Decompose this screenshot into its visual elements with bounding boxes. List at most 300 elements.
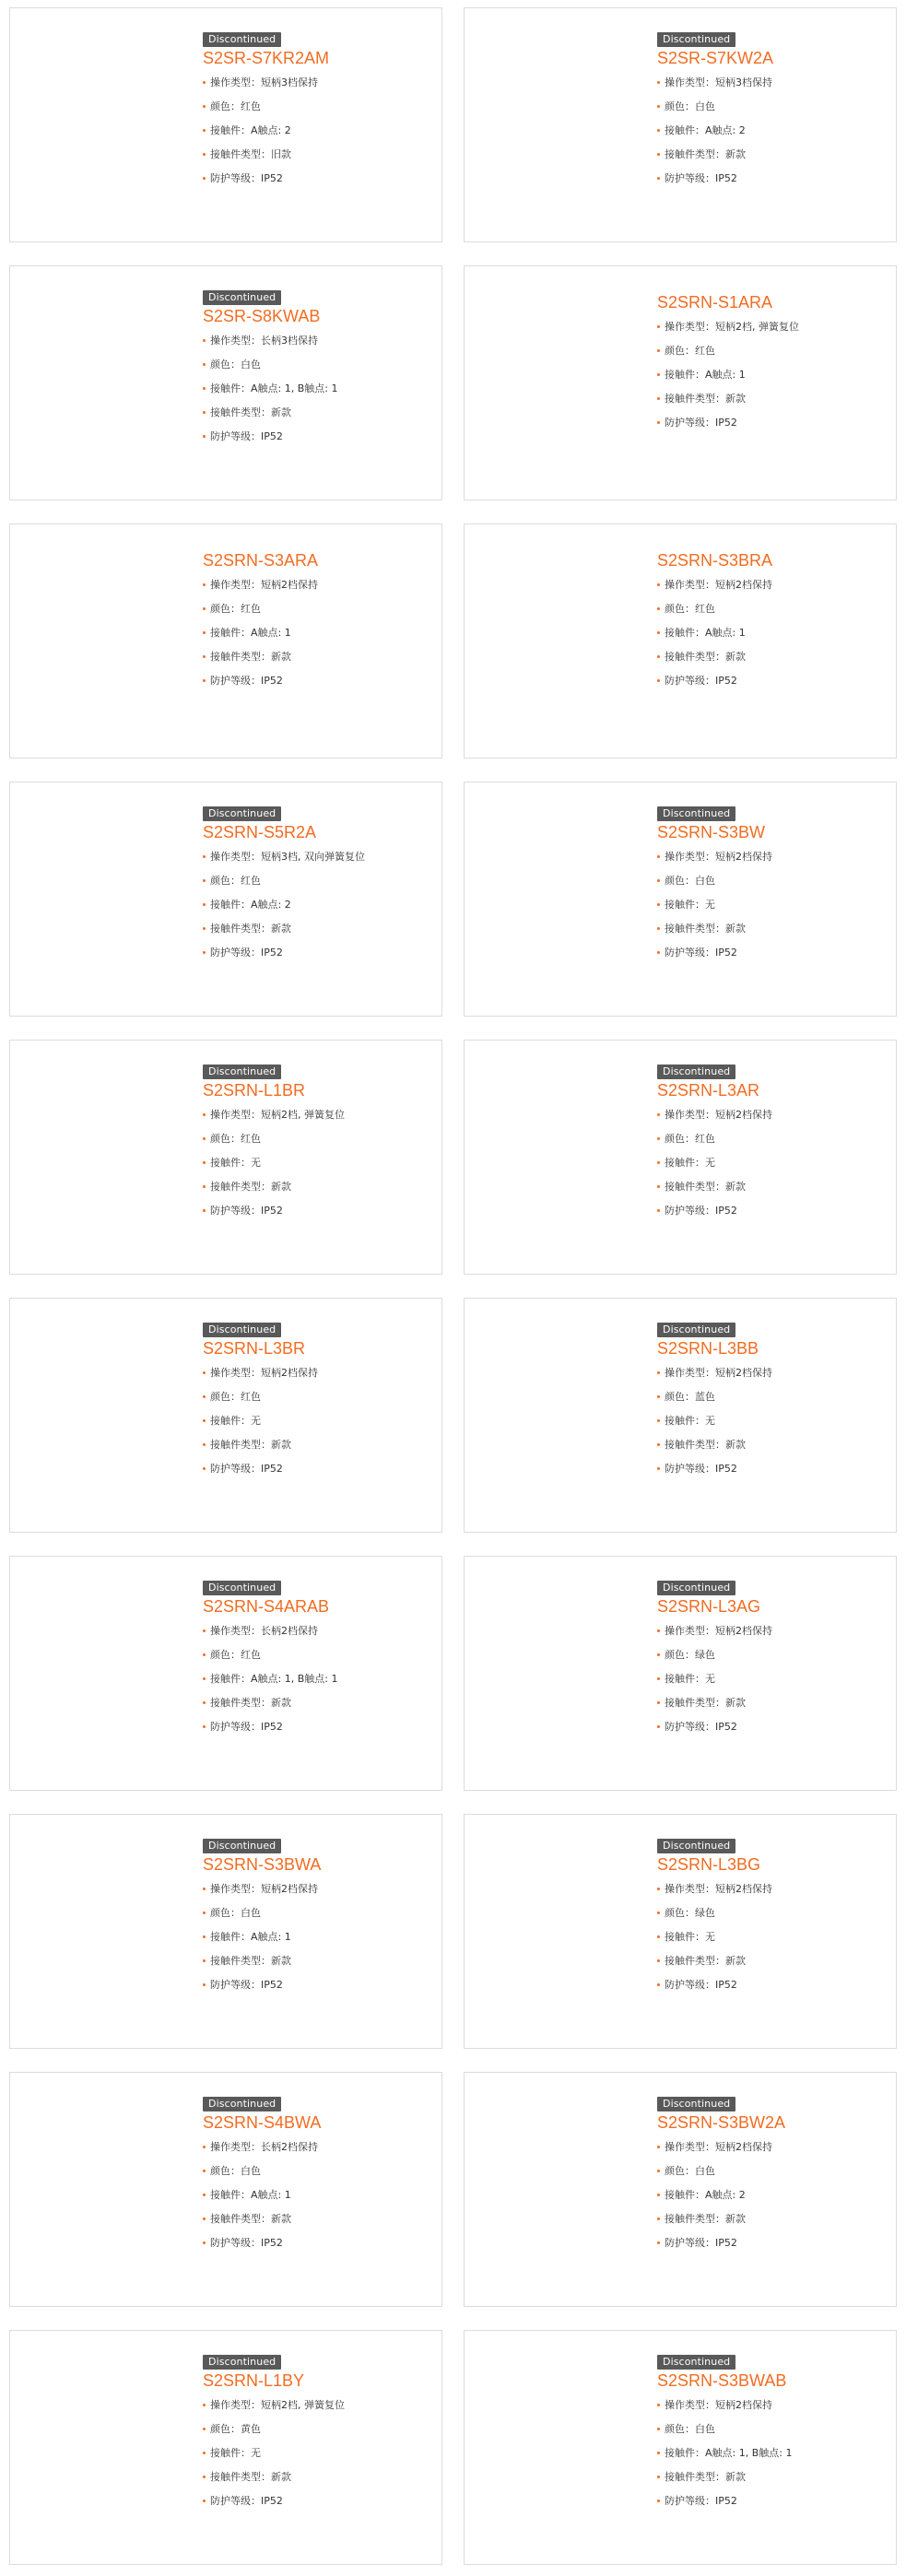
product-card[interactable] (464, 7, 897, 242)
spec-value: 短柄2档保持 (261, 1883, 318, 1895)
spec-item-op (203, 2135, 441, 2159)
bullet-icon (203, 583, 206, 586)
spec-value: IP52 (715, 2495, 737, 2507)
discontinued-badge: Discontinued (203, 806, 281, 821)
bullet-icon (657, 679, 660, 682)
spec-item-contact-type (657, 645, 896, 669)
spec-item-color (203, 1901, 441, 1925)
spec-item-contact-type (657, 1175, 896, 1199)
spec-label: 颜色： (665, 1907, 695, 1919)
product-model-link[interactable]: S2SRN-L3AG (657, 1597, 761, 1616)
bullet-icon (203, 2452, 206, 2454)
bullet-icon (657, 1888, 660, 1890)
spec-label: 接触件类型： (210, 2213, 271, 2225)
spec-value: 红色 (695, 603, 715, 615)
bullet-icon (657, 903, 660, 906)
spec-item-ip (203, 167, 441, 191)
spec-value: 短柄2档保持 (261, 1367, 318, 1379)
spec-value: 绿色 (695, 1649, 715, 1661)
spec-value: 新款 (271, 1181, 291, 1193)
spec-label: 操作类型： (665, 1109, 715, 1121)
product-model-link[interactable]: S2SRN-S3BWA (203, 1855, 322, 1874)
product-card[interactable] (464, 1040, 897, 1275)
spec-value: 红色 (241, 1391, 261, 1403)
spec-label: 颜色： (665, 100, 695, 112)
product-card[interactable] (9, 2072, 442, 2307)
bullet-icon (203, 1959, 206, 1962)
spec-item-contact (203, 2441, 441, 2465)
spec-value: 新款 (725, 651, 746, 663)
spec-item-contact (657, 1667, 896, 1691)
spec-value: 无 (705, 1931, 715, 1943)
spec-value: 短柄2档, 弹簧复位 (261, 2399, 345, 2411)
spec-label: 接触件类型： (665, 393, 725, 405)
product-model-link[interactable]: S2SRN-L3BR (203, 1339, 306, 1358)
spec-item-contact (203, 119, 441, 143)
spec-label: 操作类型： (210, 579, 261, 591)
spec-value: 绿色 (695, 1907, 715, 1919)
spec-value: A触点: 1 (705, 369, 746, 381)
bullet-icon (203, 1137, 206, 1140)
spec-label: 颜色： (665, 1391, 695, 1403)
product-card[interactable] (464, 2330, 897, 2565)
spec-item-contact (657, 363, 896, 387)
spec-item-op (657, 1103, 896, 1127)
spec-value: 红色 (241, 603, 261, 615)
product-model-link[interactable]: S2SRN-S3BWAB (657, 2371, 787, 2390)
spec-label: 接触件： (210, 899, 251, 911)
spec-value: IP52 (715, 1205, 737, 1217)
spec-value: 无 (705, 1415, 715, 1427)
spec-value: A触点: 1, B触点: 1 (251, 382, 338, 394)
product-model-link[interactable]: S2SRN-S4BWA (203, 2113, 322, 2132)
bullet-icon (657, 2146, 660, 2148)
spec-label: 接触件： (210, 382, 251, 394)
product-model-link[interactable]: S2SRN-S1ARA (657, 293, 773, 312)
spec-value: A触点: 2 (705, 124, 746, 136)
spec-list (203, 329, 441, 449)
spec-item-contact (657, 621, 896, 645)
spec-label: 防护等级： (665, 172, 715, 184)
bullet-icon (657, 349, 660, 352)
spec-label: 接触件类型： (210, 923, 271, 935)
product-model-link[interactable]: S2SRN-L3BB (657, 1339, 759, 1358)
spec-value: A触点: 1 (705, 627, 746, 639)
spec-value: A触点: 1, B触点: 1 (705, 2447, 793, 2459)
spec-label: 接触件： (665, 2447, 705, 2459)
spec-item-op (657, 2394, 896, 2417)
discontinued-badge: Discontinued (657, 32, 735, 47)
bullet-icon (203, 177, 206, 180)
bullet-icon (657, 1701, 660, 1704)
spec-value: 新款 (725, 393, 746, 405)
spec-value: A触点: 2 (251, 124, 291, 136)
spec-value: IP52 (261, 1979, 283, 1991)
spec-item-contact-type (203, 143, 441, 167)
spec-item-op (203, 1877, 441, 1901)
bullet-icon (203, 1209, 206, 1212)
spec-label: 操作类型： (210, 851, 261, 863)
spec-item-contact (203, 377, 441, 401)
product-model-link[interactable]: S2SRN-L1BR (203, 1081, 306, 1100)
bullet-icon (657, 421, 660, 424)
spec-label: 防护等级： (665, 2495, 715, 2507)
bullet-icon (203, 81, 206, 84)
bullet-icon (203, 1371, 206, 1374)
product-card[interactable] (464, 782, 897, 1017)
product-card[interactable] (464, 1556, 897, 1791)
spec-item-op (203, 573, 441, 597)
spec-label: 颜色： (210, 100, 241, 112)
spec-item-contact-type (203, 2465, 441, 2489)
spec-label: 操作类型： (665, 579, 715, 591)
spec-item-ip (203, 1457, 441, 1481)
spec-value: IP52 (715, 675, 737, 687)
product-model-link[interactable]: S2SRN-L3AR (657, 1081, 760, 1100)
bullet-icon (203, 607, 206, 610)
spec-value: A触点: 1, B触点: 1 (251, 1673, 338, 1685)
spec-list (203, 845, 441, 965)
product-card[interactable] (9, 1814, 442, 2049)
bullet-icon (657, 951, 660, 954)
bullet-icon (657, 855, 660, 858)
spec-value: 短柄2档保持 (715, 1367, 772, 1379)
bullet-icon (657, 81, 660, 84)
bullet-icon (203, 105, 206, 108)
bullet-icon (657, 177, 660, 180)
spec-list (657, 2135, 896, 2255)
spec-value: 长柄2档保持 (261, 2141, 318, 2153)
spec-item-op (657, 573, 896, 597)
bullet-icon (203, 1677, 206, 1680)
bullet-icon (657, 129, 660, 132)
product-card[interactable] (9, 2330, 442, 2565)
bullet-icon (657, 583, 660, 586)
bullet-icon (657, 1161, 660, 1164)
product-card[interactable] (464, 1298, 897, 1533)
bullet-icon (657, 655, 660, 658)
bullet-icon (657, 1209, 660, 1212)
spec-label: 颜色： (665, 345, 695, 357)
spec-value: IP52 (261, 1721, 283, 1733)
spec-label: 颜色： (665, 1133, 695, 1145)
spec-value: 红色 (241, 1133, 261, 1145)
spec-value: 白色 (695, 875, 715, 887)
spec-value: 红色 (241, 1649, 261, 1661)
discontinued-badge: Discontinued (657, 2097, 735, 2111)
spec-label: 颜色： (210, 1907, 241, 1919)
spec-label: 颜色： (210, 1133, 241, 1145)
spec-item-ip (657, 1973, 896, 1997)
spec-item-contact (657, 1409, 896, 1433)
spec-item-ip (203, 669, 441, 693)
bullet-icon (203, 2194, 206, 2196)
spec-value: 白色 (241, 1907, 261, 1919)
product-model-link[interactable]: S2SRN-S4ARAB (203, 1597, 330, 1616)
spec-value: A触点: 1 (251, 2189, 291, 2201)
spec-value: IP52 (261, 2495, 283, 2507)
product-model-link[interactable]: S2SRN-L1BY (203, 2371, 305, 2390)
spec-value: 短柄3档保持 (715, 76, 772, 88)
product-model-link[interactable]: S2SR-S8KWAB (203, 307, 321, 325)
spec-item-contact (203, 621, 441, 645)
spec-value: IP52 (261, 1205, 283, 1217)
spec-list (657, 573, 896, 693)
product-card[interactable] (464, 2072, 897, 2307)
spec-value: 新款 (725, 1439, 746, 1451)
spec-label: 操作类型： (665, 321, 715, 333)
spec-value: 短柄2档保持 (715, 579, 772, 591)
spec-label: 操作类型： (210, 1625, 261, 1637)
product-model-link[interactable]: S2SRN-L3BG (657, 1855, 761, 1874)
product-card[interactable] (464, 1814, 897, 2049)
bullet-icon (203, 631, 206, 634)
spec-value: IP52 (261, 2237, 283, 2249)
spec-item-ip (657, 1199, 896, 1223)
spec-label: 接触件： (665, 369, 705, 381)
bullet-icon (203, 2404, 206, 2406)
spec-item-ip (203, 941, 441, 965)
spec-label: 接触件： (210, 124, 251, 136)
spec-label: 接触件： (210, 2189, 251, 2201)
spec-label: 接触件类型： (210, 1697, 271, 1709)
spec-item-contact-type (203, 1949, 441, 1973)
spec-item-color (203, 95, 441, 119)
bullet-icon (203, 927, 206, 930)
bullet-icon (657, 927, 660, 930)
spec-value: 短柄2档, 弹簧复位 (715, 321, 799, 333)
spec-list (657, 1877, 896, 1997)
spec-list (657, 1103, 896, 1223)
spec-value: 红色 (241, 100, 261, 112)
bullet-icon (203, 1911, 206, 1914)
spec-item-color (203, 2417, 441, 2441)
spec-value: A触点: 2 (251, 899, 291, 911)
bullet-icon (203, 363, 206, 366)
discontinued-badge: Discontinued (657, 1323, 735, 1337)
bullet-icon (203, 2146, 206, 2148)
spec-value: IP52 (715, 1463, 737, 1475)
product-card[interactable] (464, 265, 897, 500)
spec-item-op (203, 845, 441, 869)
spec-item-contact-type (203, 1175, 441, 1199)
spec-label: 接触件类型： (665, 2471, 725, 2483)
spec-item-op (657, 1619, 896, 1643)
spec-item-ip (657, 2489, 896, 2513)
spec-label: 接触件类型： (665, 923, 725, 935)
bullet-icon (657, 1137, 660, 1140)
bullet-icon (657, 1419, 660, 1422)
spec-label: 接触件： (665, 899, 705, 911)
spec-item-op (657, 1361, 896, 1385)
spec-value: 新款 (271, 406, 291, 418)
bullet-icon (657, 105, 660, 108)
spec-value: 短柄3档保持 (261, 76, 318, 88)
bullet-icon (203, 129, 206, 132)
bullet-icon (203, 339, 206, 342)
spec-item-op (657, 2135, 896, 2159)
spec-item-contact (657, 1151, 896, 1175)
spec-label: 防护等级： (210, 1463, 261, 1475)
spec-label: 接触件： (210, 2447, 251, 2459)
spec-item-op (203, 2394, 441, 2417)
spec-value: 白色 (695, 100, 715, 112)
spec-label: 操作类型： (665, 1367, 715, 1379)
spec-item-ip (203, 1973, 441, 1997)
spec-item-color (203, 869, 441, 893)
spec-label: 接触件： (210, 1673, 251, 1685)
bullet-icon (657, 1983, 660, 1986)
spec-item-ip (657, 167, 896, 191)
spec-item-contact-type (203, 2207, 441, 2231)
bullet-icon (203, 655, 206, 658)
spec-item-op (203, 1103, 441, 1127)
spec-item-op (657, 315, 896, 339)
spec-label: 颜色： (210, 1649, 241, 1661)
spec-value: IP52 (261, 947, 283, 959)
product-model-link[interactable]: S2SRN-S3ARA (203, 551, 319, 570)
spec-label: 接触件类型： (210, 1955, 271, 1967)
bullet-icon (657, 1725, 660, 1728)
spec-value: 新款 (271, 2471, 291, 2483)
bullet-icon (657, 2476, 660, 2478)
product-card[interactable] (9, 523, 442, 759)
spec-value: 短柄2档保持 (715, 2399, 772, 2411)
bullet-icon (657, 2500, 660, 2502)
discontinued-badge: Discontinued (203, 32, 281, 47)
spec-label: 接触件类型： (665, 1697, 725, 1709)
spec-label: 操作类型： (665, 1625, 715, 1637)
bullet-icon (203, 2476, 206, 2478)
spec-item-color (203, 353, 441, 377)
bullet-icon (657, 1467, 660, 1470)
spec-item-color (657, 95, 896, 119)
spec-value: 红色 (695, 1133, 715, 1145)
spec-label: 颜色： (665, 2423, 695, 2435)
spec-label: 接触件类型： (210, 1181, 271, 1193)
spec-item-ip (203, 1199, 441, 1223)
bullet-icon (657, 2170, 660, 2172)
spec-value: 新款 (271, 2213, 291, 2225)
spec-list (203, 1103, 441, 1223)
spec-item-contact-type (657, 2465, 896, 2489)
spec-value: 白色 (695, 2423, 715, 2435)
spec-label: 操作类型： (665, 1883, 715, 1895)
bullet-icon (203, 1653, 206, 1656)
bullet-icon (203, 1725, 206, 1728)
bullet-icon (203, 1113, 206, 1116)
discontinued-badge: Discontinued (203, 1065, 281, 1079)
spec-value: IP52 (715, 2237, 737, 2249)
spec-label: 接触件： (665, 2189, 705, 2201)
spec-value: 长柄2档保持 (261, 1625, 318, 1637)
spec-label: 接触件： (210, 627, 251, 639)
spec-value: 白色 (241, 359, 261, 371)
spec-value: 无 (251, 1157, 261, 1169)
bullet-icon (203, 1888, 206, 1890)
product-model-link[interactable]: S2SRN-S3BW2A (657, 2113, 786, 2132)
spec-item-ip (657, 2231, 896, 2255)
product-card[interactable] (9, 1556, 442, 1791)
spec-item-contact (203, 893, 441, 917)
spec-value: A触点: 1 (251, 627, 291, 639)
spec-label: 防护等级： (665, 1721, 715, 1733)
bullet-icon (657, 2217, 660, 2220)
spec-value: 黄色 (241, 2423, 261, 2435)
spec-value: IP52 (715, 417, 737, 429)
spec-value: 无 (705, 1157, 715, 1169)
bullet-icon (203, 153, 206, 156)
spec-list (657, 2394, 896, 2513)
product-model-link[interactable]: S2SR-S7KW2A (657, 49, 774, 67)
product-card[interactable] (9, 782, 442, 1017)
product-model-link[interactable]: S2SRN-S5R2A (203, 823, 317, 841)
spec-list (203, 1877, 441, 1997)
bullet-icon (203, 903, 206, 906)
product-card[interactable] (9, 7, 442, 242)
discontinued-badge: Discontinued (657, 806, 735, 821)
product-model-link[interactable]: S2SRN-S3BRA (657, 551, 773, 570)
product-model-link[interactable]: S2SRN-S3BW (657, 823, 766, 841)
spec-value: 新款 (725, 148, 746, 160)
spec-item-contact (657, 119, 896, 143)
spec-list (203, 573, 441, 693)
bullet-icon (657, 1935, 660, 1938)
spec-value: 长柄3档保持 (261, 335, 318, 347)
bullet-icon (657, 631, 660, 634)
spec-label: 接触件： (210, 1157, 251, 1169)
product-card[interactable] (464, 523, 897, 759)
spec-label: 防护等级： (210, 1205, 261, 1217)
spec-value: 新款 (725, 1955, 746, 1967)
spec-item-contact-type (203, 917, 441, 941)
spec-label: 操作类型： (210, 335, 261, 347)
discontinued-badge: Discontinued (203, 2355, 281, 2370)
spec-value: 旧款 (271, 148, 291, 160)
spec-label: 操作类型： (210, 1367, 261, 1379)
bullet-icon (657, 373, 660, 376)
product-card[interactable] (9, 1040, 442, 1275)
spec-label: 接触件： (665, 1157, 705, 1169)
spec-item-op (203, 1361, 441, 1385)
spec-item-contact-type (657, 917, 896, 941)
spec-item-op (657, 71, 896, 95)
spec-item-contact-type (657, 2207, 896, 2231)
spec-label: 接触件： (665, 1673, 705, 1685)
spec-label: 防护等级： (210, 430, 261, 442)
discontinued-badge: Discontinued (657, 1065, 735, 1079)
spec-value: 无 (251, 2447, 261, 2459)
spec-label: 防护等级： (665, 1463, 715, 1475)
spec-label: 颜色： (210, 1391, 241, 1403)
product-card[interactable] (9, 1298, 442, 1533)
spec-label: 颜色： (210, 2165, 241, 2177)
spec-item-contact (657, 2183, 896, 2207)
spec-item-color (203, 1643, 441, 1667)
bullet-icon (203, 1443, 206, 1446)
spec-value: 短柄2档保持 (715, 2141, 772, 2153)
spec-item-ip (657, 411, 896, 435)
spec-list (203, 2135, 441, 2255)
spec-label: 防护等级： (210, 1721, 261, 1733)
spec-list (657, 315, 896, 435)
bullet-icon (203, 2500, 206, 2502)
bullet-icon (203, 2428, 206, 2430)
spec-label: 接触件类型： (665, 1181, 725, 1193)
spec-label: 接触件类型： (210, 651, 271, 663)
product-card[interactable] (9, 265, 442, 500)
product-model-link[interactable]: S2SR-S7KR2AM (203, 49, 330, 67)
